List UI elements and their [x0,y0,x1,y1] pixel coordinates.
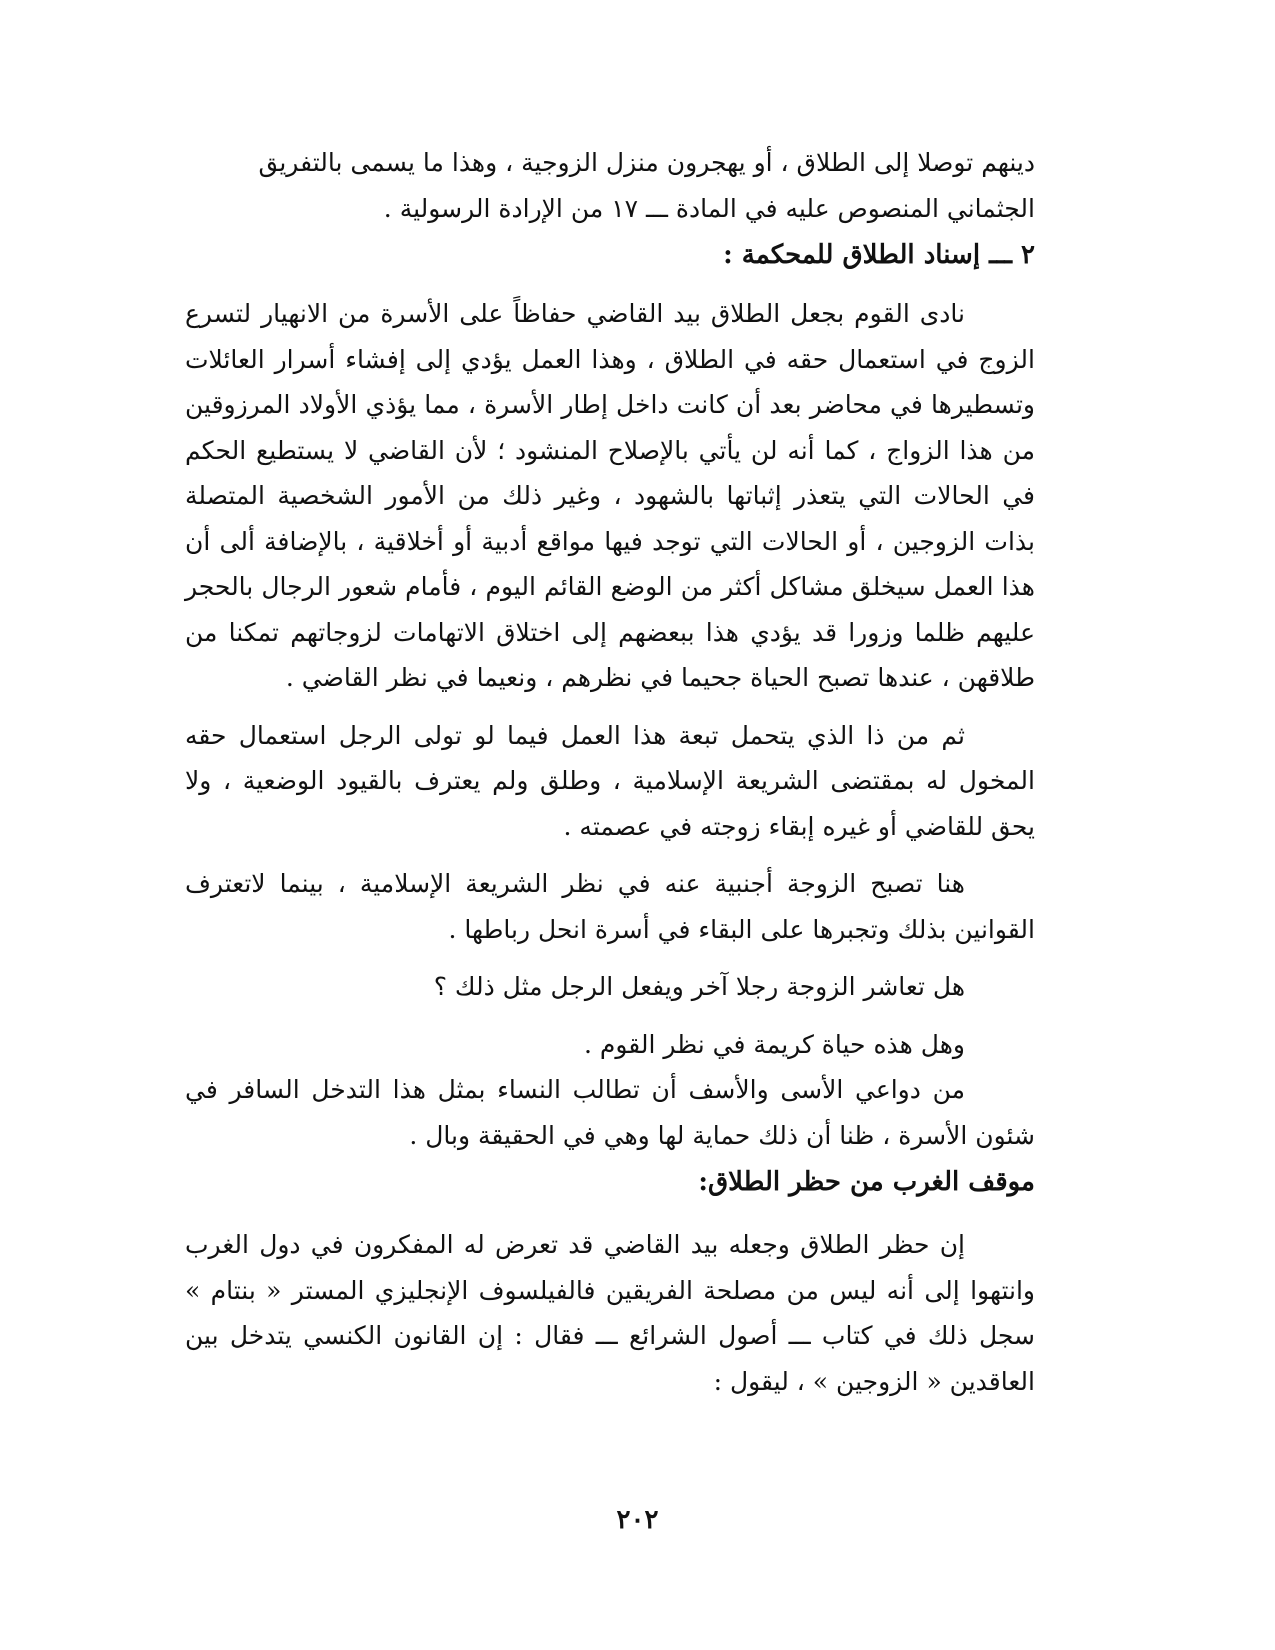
spacer [185,701,1035,713]
paragraph-responsibility: ثم من ذا الذي يتحمل تبعة هذا العمل فيما لو تولى الرجل استعمال حقه المخول له بمقتضى الشريعة الإسلامية ، وطلق ولم يعترف بالقيود الوضعية ، ولا يحق للقاضي أو غيره إبقاء زوجته في عصمته . [185,720,1035,841]
continuation-paragraph: دينهم توصلا إلى الطلاق ، أو يهجرون منزل الزوجية ، وهذا ما يسمى بالتفريق الجثماني المنصوص عليه في المادة ـــ ١٧ من الإرادة الرسولية . [258,148,1035,223]
spacer [185,952,1035,964]
section-heading-west: موقف الغرب من حظر الطلاق: [698,1167,1035,1197]
spacer [185,1206,1035,1222]
paragraph-regret: من دواعي الأسى والأسف أن تطالب النساء بمثل هذا التدخل السافر في شئون الأسرة ، ظنا أن ذلك حماية لها وهي في الحقيقة وبال . [185,1075,1035,1150]
spacer [185,279,1035,291]
spacer [185,1010,1035,1022]
page-number: ٢٠٢ [616,1505,659,1535]
paragraph-question-2: وهل هذه حياة كريمة في نظر القوم . [583,1029,965,1059]
section-heading-court-divorce: ٢ ـــ إسناد الطلاق للمحكمة : [723,240,1035,270]
paragraph-bentham: إن حظر الطلاق وجعله بيد القاضي قد تعرض له المفكرون في دول الغرب وانتهوا إلى أنه ليس من مصلحة الفريقين فالفيلسوف الإنجليزي المستر « بنتام » سجل ذلك في كتاب ـــ أصول الشرائع ـــ فقال : إن القانون الكنسي يتدخل بين العاقدين « الزوجين » ، ليقول : [185,1230,1035,1396]
document-page [185,140,1035,1520]
paragraph-judge-divorce: نادى القوم بجعل الطلاق بيد القاضي حفاظاً على الأسرة من الانهيار لتسرع الزوج في استعمال حقه في الطلاق ، وهذا العمل يؤدي إلى إفشاء أسرار العائلات وتسطيرها في محاضر بعد أن كانت داخل إطار الأسرة ، مما يؤذي الأولاد المرزوقين من هذا الزواج ، كما أنه لن يأتي بالإصلاح المنشود ؛ لأن القاضي لا يستطيع الحكم في الحالات التي يتعذر إثباتها بالشهود ، وغير ذلك من الأمور الشخصية المتصلة بذات الزوجين ، أو الحالات التي توجد فيها مواقع أدبية أو أخلاقية ، بالإضافة ألى أن هذا العمل سيخلق مشاكل أكثر من الوضع القائم اليوم ، فأمام شعور الرجال بالحجر عليهم ظلما وزورا قد يؤدي هذا ببعضهم إلى اختلاق الاتهامات لزوجاتهم تمكنا من طلاقهن ، عندها تصبح الحياة جحيما في نظرهم ، ونعيما في نظر القاضي . [185,299,1035,692]
paragraph-foreign-wife: هنا تصبح الزوجة أجنبية عنه في نظر الشريعة الإسلامية ، بينما لاتعترف القوانين بذلك وتجبرها على البقاء في أسرة انحل رباطها . [185,869,1035,944]
spacer [185,849,1035,861]
paragraph-question-1: هل تعاشر الزوجة رجلا آخر ويفعل الرجل مثل ذلك ؟ [433,972,965,1001]
